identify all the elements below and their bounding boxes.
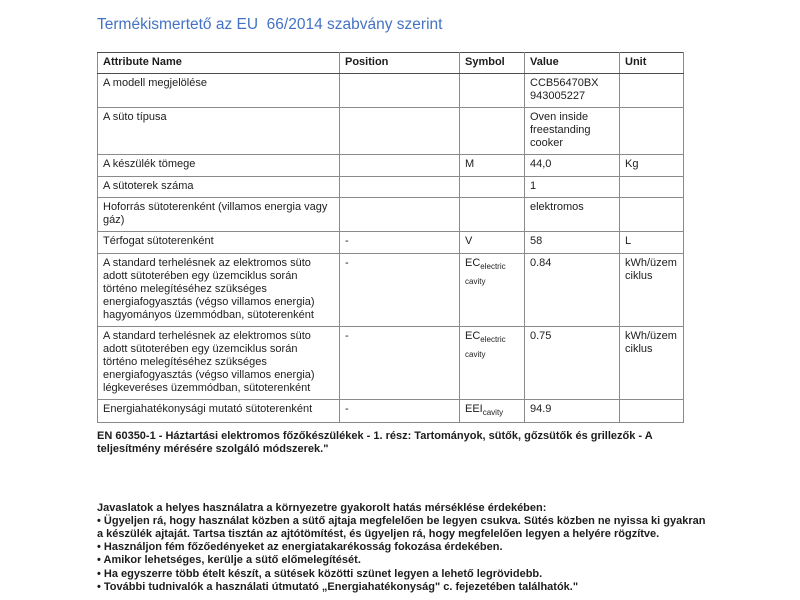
cell-symbol: [460, 327, 525, 400]
table-row-eei: [98, 400, 684, 422]
table-row-energy-conventional: [98, 254, 684, 327]
symbol-base: V: [465, 235, 473, 248]
recommendation-item: • Amikor lehetséges, kerülje a sütő előmelegítését.: [97, 554, 361, 567]
cell-position: [340, 177, 460, 198]
table-row-mass: [98, 155, 684, 177]
table-row-energy-fan: [98, 327, 684, 400]
cell-value: 44,0: [525, 155, 620, 177]
recommendation-item: • Használjon fém főzőedényeket az energiatakarékosság fokozása érdekében.: [97, 541, 503, 554]
table-row-heat-source: [98, 198, 684, 232]
cell-symbol: [460, 400, 525, 422]
recommendation-item: • Ügyeljen rá, hogy használat közben a sütő ajtaja megfelelően be legyen csukva. Sütés közben ne nyissa ki gyakran a készülék ajtaját. Tartsa tisztán az ajtótömítést, és ügyeljen rá, hogy megfelelően legyen a helyére rögzítve.: [97, 514, 706, 540]
cell-unit: kWh/üzem ciklus: [620, 254, 684, 327]
cell-position: -: [340, 232, 460, 254]
cell-symbol: [460, 177, 525, 198]
symbol-base: M: [465, 158, 475, 170]
cell-attribute: A süto típusa: [98, 108, 340, 155]
cell-attribute: A modell megjelölése: [98, 74, 340, 108]
column-header-symbol: Symbol: [460, 53, 525, 74]
symbol-base: EC: [465, 257, 481, 270]
cell-attribute: Energiahatékonysági mutató sütoterenként: [98, 400, 340, 422]
standard-note: EN 60350-1 - Háztartási elektromos főzőkészülékek - 1. rész: Tartományok, sütők, gőzsütők és grillezők - A teljesítmény mérésére szolgáló módszerek.": [97, 429, 653, 456]
column-header-value: Value: [525, 53, 620, 74]
cell-attribute: Térfogat sütoterenként: [98, 232, 340, 254]
table-row-cavity-count: [98, 177, 684, 198]
cell-value: 0.84: [525, 254, 620, 327]
cell-symbol: [460, 254, 525, 327]
column-header-unit: Unit: [620, 53, 684, 74]
column-header-position: Position: [340, 53, 460, 74]
product-fiche-table: [97, 52, 684, 423]
cell-symbol: [460, 198, 525, 232]
cell-position: [340, 108, 460, 155]
cell-attribute: Hoforrás sütoterenként (villamos energia vagy gáz): [98, 198, 340, 232]
cell-symbol: [460, 74, 525, 108]
cell-symbol: [460, 108, 525, 155]
cell-attribute: A sütoterek száma: [98, 177, 340, 198]
cell-unit: Kg: [620, 155, 684, 177]
cell-position: -: [340, 254, 460, 327]
table-row-oven-type: [98, 108, 684, 155]
cell-unit: L: [620, 232, 684, 254]
symbol-base: EC: [465, 330, 481, 343]
cell-symbol: [460, 232, 525, 254]
cell-symbol: [460, 155, 525, 177]
table-row-volume: [98, 232, 684, 254]
column-header-attribute-name: Attribute Name: [98, 53, 340, 74]
cell-position: -: [340, 400, 460, 422]
cell-position: -: [340, 327, 460, 400]
cell-attribute: A standard terhelésnek az elektromos süto adott sütoterében egy üzemciklus során történo melegítéséhez szükséges energiafogyasztás (végso villamos energia) hagyományos üzemmódban, sütoterenként: [98, 254, 340, 327]
cell-position: [340, 198, 460, 232]
cell-attribute: A készülék tömege: [98, 155, 340, 177]
cell-value: 94.9: [525, 400, 620, 422]
symbol-subscript: electric cavity: [465, 335, 506, 359]
cell-attribute: A standard terhelésnek az elektromos süto adott sütoterében egy üzemciklus során történo melegítéséhez szükséges energiafogyasztás (végso villamos energia) légkeveréses üzemmódban, sütoterenként: [98, 327, 340, 400]
symbol-base: EEI: [465, 403, 483, 416]
cell-position: [340, 74, 460, 108]
cell-unit: [620, 108, 684, 155]
table-header-row: [98, 53, 684, 74]
cell-value: 1: [525, 177, 620, 198]
cell-unit: [620, 400, 684, 422]
cell-value: 0.75: [525, 327, 620, 400]
cell-value: CCB56470BX 943005227: [525, 74, 620, 108]
cell-unit: [620, 177, 684, 198]
cell-unit: kWh/üzem ciklus: [620, 327, 684, 400]
page-title: Termékismertető az EU 66/2014 szabvány szerint: [97, 16, 443, 33]
cell-value: elektromos: [525, 198, 620, 232]
recommendations-section: [97, 502, 713, 594]
table-row-model: [98, 74, 684, 108]
cell-value: Oven inside freestanding cooker: [525, 108, 620, 155]
cell-value: 58: [525, 232, 620, 254]
recommendation-item: • További tudnivalók a használati útmutató „Energiahatékonyság" c. fejezetében találhatók.": [97, 580, 579, 593]
cell-unit: [620, 198, 684, 232]
symbol-subscript: cavity: [482, 408, 504, 418]
recommendations-heading: Javaslatok a helyes használatra a környezetre gyakorolt hatás mérséklése érdekében:: [97, 501, 547, 514]
cell-position: [340, 155, 460, 177]
cell-unit: [620, 74, 684, 108]
recommendation-item: • Ha egyszerre több ételt készít, a sütések közötti szünet legyen a lehető legrövidebb.: [97, 567, 543, 580]
symbol-subscript: electric cavity: [465, 262, 506, 286]
